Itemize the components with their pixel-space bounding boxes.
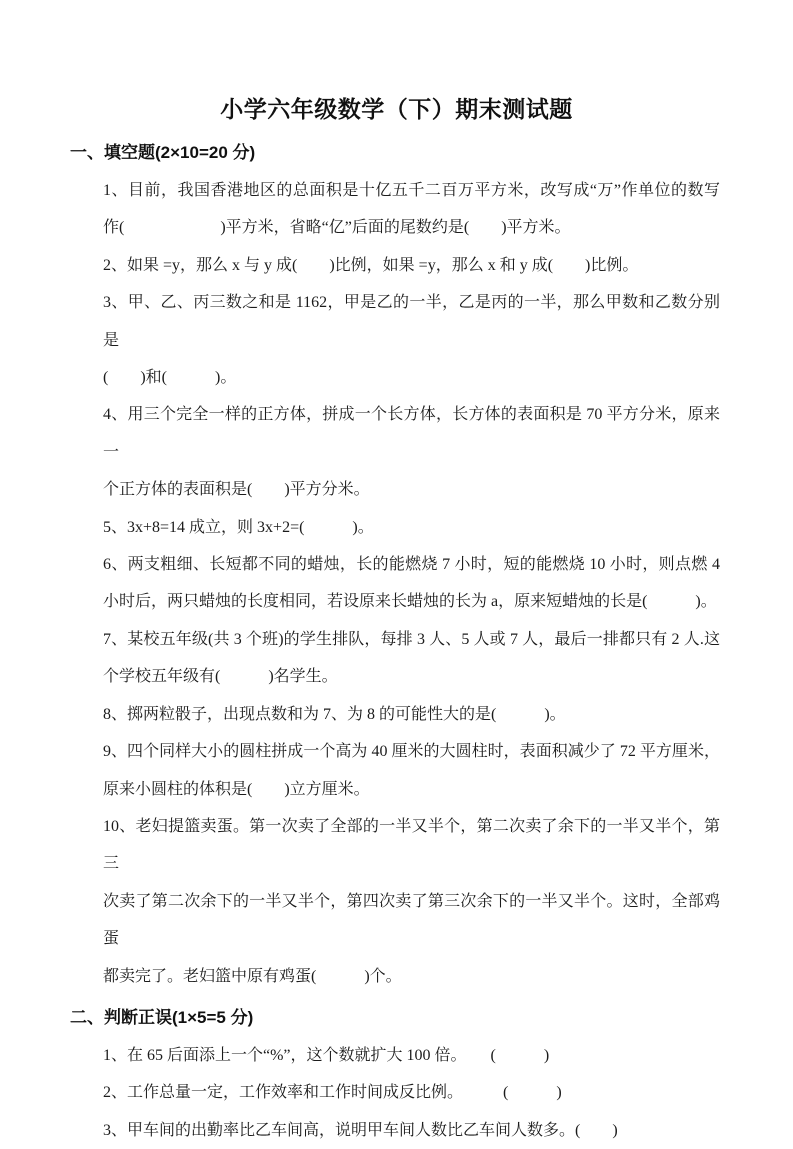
s1-question-3-line-1: 3、甲、乙、丙三数之和是 1162，甲是乙的一半，乙是丙的一半，那么甲数和乙数分别是 xyxy=(103,294,720,349)
s1-question-3-line-2: ( )和( )。 xyxy=(103,369,237,387)
s1-question-9-line-2: 原来小圆柱的体积是( )立方厘米。 xyxy=(103,780,370,798)
s1-question-6-line-2: 小时后，两只蜡烛的长度相同，若设原来长蜡烛的长为 a，原来短蜡烛的长是( )。 xyxy=(103,593,717,611)
s1-question-8-line-1: 8、掷两粒骰子，出现点数和为 7、为 8 的可能性大的是( )。 xyxy=(103,705,566,723)
s1-question-1-line-2: 作( )平方米，省略“亿”后面的尾数约是( )平方米。 xyxy=(103,219,571,237)
s1-question-7-line-2: 个学校五年级有( )名学生。 xyxy=(103,668,338,686)
s1-question-5-line-1: 5、3x+8=14 成立，则 3x+2=( )。 xyxy=(103,518,374,536)
s1-question-4-line-1: 4、用三个完全一样的正方体，拼成一个长方体，长方体的表面积是 70 平方分米，原来一 xyxy=(103,406,720,461)
section-1-heading: 一、填空题(2×10=20 分) xyxy=(70,143,256,162)
section-2-heading: 二、判断正误(1×5=5 分) xyxy=(70,1007,254,1027)
s1-question-2-line-1: 2、如果 =y，那么 x 与 y 成( )比例，如果 =y，那么 x 和 y 成( )比例。 xyxy=(103,256,639,274)
s1-question-10-line-3: 都卖完了。老妇篮中原有鸡蛋( )个。 xyxy=(103,967,402,985)
s1-question-10-line-2: 次卖了第二次余下的一半又半个，第四次卖了第三次余下的一半又半个。这时，全部鸡蛋 xyxy=(103,892,720,948)
s1-question-10-line-1: 10、老妇提篮卖蛋。第一次卖了全部的一半又半个，第二次卖了余下的一半又半个，第三 xyxy=(103,817,720,873)
s1-question-9-line-1: 9、四个同样大小的圆柱拼成一个高为 40 厘米的大圆柱时，表面积减少了 72 平方厘米， xyxy=(103,743,720,761)
s1-question-6-line-1: 6、两支粗细、长短都不同的蜡烛，长的能燃烧 7 小时，短的能燃烧 10 小时，则点燃 4 xyxy=(103,556,720,574)
s2-question-3-line-1: 3、甲车间的出勤率比乙车间高，说明甲车间人数比乙车间人数多。( ) xyxy=(103,1121,618,1139)
s2-question-2-line-1: 2、工作总量一定，工作效率和工作时间成反比例。 ( ) xyxy=(103,1084,562,1102)
s1-question-4-line-2: 个正方体的表面积是( )平方分米。 xyxy=(103,481,370,499)
s1-question-7-line-1: 7、某校五年级(共 3 个班)的学生排队，每排 3 人、5 人或 7 人，最后一排都只有 2 人.这 xyxy=(103,630,720,648)
s2-question-1-line-1: 1、在 65 后面添上一个“%”，这个数就扩大 100 倍。 ( ) xyxy=(103,1046,550,1064)
s1-question-1-line-1: 1、目前，我国香港地区的总面积是十亿五千二百万平方米，改写成“万”作单位的数写 xyxy=(103,182,720,199)
document-title: 小学六年级数学（下）期末测试题 xyxy=(220,96,573,122)
